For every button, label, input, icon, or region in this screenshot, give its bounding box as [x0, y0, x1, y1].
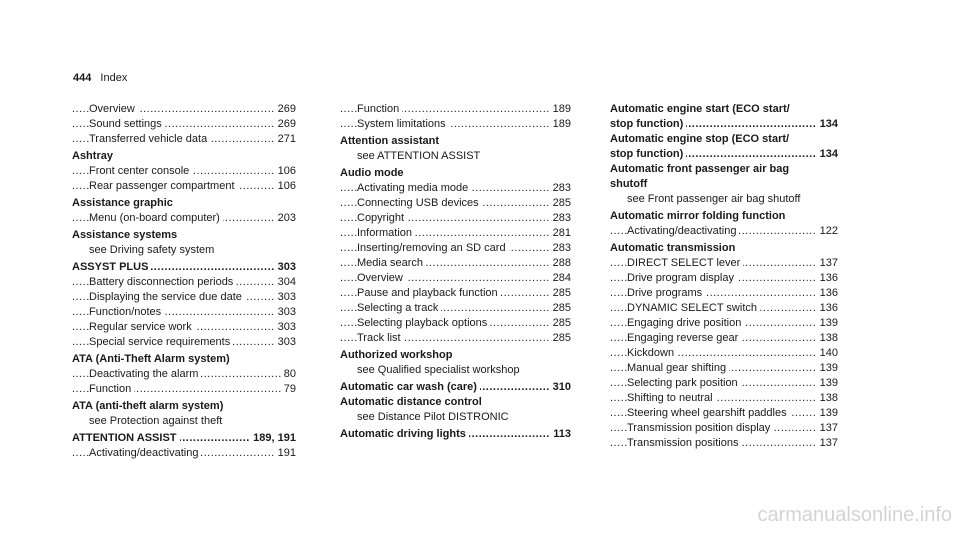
entry-label: Track list [357, 332, 404, 344]
page-reference[interactable]: 269 [275, 117, 296, 132]
index-heading [72, 228, 296, 243]
page-reference[interactable]: 284 [550, 271, 571, 286]
page-reference[interactable]: 285 [550, 286, 571, 301]
page-reference[interactable]: 137 [817, 436, 838, 451]
entry-label: System limitations [357, 118, 449, 130]
entry-label: see Distance Pilot DISTRONIC [357, 411, 512, 423]
page-reference[interactable]: 269 [275, 102, 296, 117]
entry-label: ASSYST PLUS [72, 261, 151, 273]
page-reference[interactable]: 79 [281, 382, 296, 397]
index-column-3 [610, 102, 838, 451]
entry-label: Automatic driving lights [340, 428, 469, 440]
index-subentry[interactable] [610, 286, 838, 301]
page-reference[interactable]: 136 [817, 271, 838, 286]
index-subentry[interactable] [340, 331, 571, 346]
entry-label: Engaging drive position [627, 317, 744, 329]
index-subentry [72, 243, 296, 258]
page-reference[interactable]: 303 [275, 335, 296, 350]
entry-label: Manual gear shifting [627, 362, 729, 374]
entry-label: Function [357, 103, 402, 115]
entry-label: Activating/deactivating [627, 225, 739, 237]
page-reference[interactable]: 283 [550, 181, 571, 196]
page-reference[interactable]: 106 [275, 164, 296, 179]
entry-label: Special service requirements [89, 336, 233, 348]
entry-label: Audio mode [340, 167, 407, 179]
page-header [73, 72, 127, 84]
index-heading [340, 348, 571, 363]
entry-label: Regular service work [89, 321, 195, 333]
index-heading [610, 102, 838, 117]
index-subentry[interactable] [610, 376, 838, 391]
page-reference[interactable]: 285 [550, 316, 571, 331]
page-reference[interactable]: 283 [550, 211, 571, 226]
index-heading[interactable] [72, 431, 296, 446]
entry-label: stop function) [610, 118, 686, 130]
page-reference[interactable]: 113 [550, 427, 571, 442]
index-subentry[interactable] [340, 316, 571, 331]
index-subentry[interactable] [72, 211, 296, 226]
entry-label: Inserting/removing an SD card [357, 242, 509, 254]
index-subentry[interactable] [72, 367, 296, 382]
index-subentry[interactable] [610, 421, 838, 436]
page-reference[interactable]: 303 [275, 260, 296, 275]
index-subentry[interactable] [72, 117, 296, 132]
index-subentry[interactable] [72, 382, 296, 397]
entry-label: Selecting playback options [357, 317, 490, 329]
entry-label: Automatic distance control [340, 396, 485, 408]
index-subentry[interactable] [340, 226, 571, 241]
index-subentry[interactable] [610, 316, 838, 331]
entry-label: Shifting to neutral [627, 392, 716, 404]
entry-label: Automatic car wash (care) [340, 381, 480, 393]
index-subentry [610, 192, 838, 207]
entry-label: shutoff [610, 178, 650, 190]
index-subentry[interactable] [340, 102, 571, 117]
entry-label: Function/notes [89, 306, 164, 318]
page-reference[interactable]: 203 [275, 211, 296, 226]
page-reference[interactable]: 303 [275, 320, 296, 335]
page-reference[interactable]: 285 [550, 196, 571, 211]
page-reference[interactable]: 139 [817, 316, 838, 331]
index-subentry[interactable] [72, 290, 296, 305]
page-reference[interactable]: 303 [275, 305, 296, 320]
page-reference[interactable]: 139 [817, 361, 838, 376]
entry-label: Connecting USB devices [357, 197, 482, 209]
page-reference[interactable]: 140 [817, 346, 838, 361]
page-reference[interactable]: 136 [817, 286, 838, 301]
entry-label: Copyright [357, 212, 407, 224]
entry-label: Pause and playback function [357, 287, 501, 299]
index-subentry[interactable] [610, 224, 838, 239]
index-heading[interactable] [340, 427, 571, 442]
index-subentry[interactable] [610, 301, 838, 316]
index-subentry[interactable] [72, 164, 296, 179]
index-subentry[interactable] [340, 286, 571, 301]
entry-label: Automatic transmission [610, 242, 738, 254]
page-reference[interactable]: 271 [275, 132, 296, 147]
entry-label: see Front passenger air bag shutoff [627, 193, 803, 205]
index-heading [610, 209, 838, 224]
index-subentry [340, 363, 571, 378]
entry-label: Engaging reverse gear [627, 332, 741, 344]
index-subentry[interactable] [72, 446, 296, 461]
page-reference[interactable]: 137 [817, 421, 838, 436]
index-column-2 [340, 102, 571, 442]
index-subentry [340, 410, 571, 425]
page-reference[interactable]: 303 [275, 290, 296, 305]
index-heading[interactable] [610, 147, 838, 162]
index-heading [610, 132, 838, 147]
entry-label: Authorized workshop [340, 349, 455, 361]
index-subentry[interactable] [610, 391, 838, 406]
entry-label: Assistance graphic [72, 197, 176, 209]
index-heading [340, 134, 571, 149]
index-subentry[interactable] [72, 132, 296, 147]
page-reference[interactable]: 310 [550, 380, 571, 395]
index-subentry[interactable] [340, 117, 571, 132]
index-subentry[interactable] [340, 241, 571, 256]
entry-label: ATTENTION ASSIST [72, 432, 180, 444]
entry-label: Selecting park position [627, 377, 741, 389]
index-heading [72, 352, 296, 367]
entry-label: Attention assistant [340, 135, 442, 147]
index-heading [610, 241, 838, 256]
index-heading [340, 395, 571, 410]
page-reference[interactable]: 281 [550, 226, 571, 241]
entry-label: Sound settings [89, 118, 165, 130]
entry-label: Function [89, 383, 134, 395]
index-subentry[interactable] [340, 301, 571, 316]
index-subentry[interactable] [340, 211, 571, 226]
entry-label: Assistance systems [72, 229, 180, 241]
entry-label: Rear passenger compartment [89, 180, 238, 192]
index-heading[interactable] [340, 380, 571, 395]
page-reference[interactable]: 139 [817, 376, 838, 391]
index-subentry[interactable] [610, 346, 838, 361]
page-reference[interactable]: 189, 191 [250, 431, 296, 446]
page-reference[interactable]: 283 [550, 241, 571, 256]
index-heading [72, 196, 296, 211]
index-subentry[interactable] [72, 179, 296, 194]
entry-label: Media search [357, 257, 426, 269]
page-reference[interactable]: 136 [817, 301, 838, 316]
entry-label: Front center console [89, 165, 192, 177]
index-heading[interactable] [610, 117, 838, 132]
index-heading [610, 162, 838, 177]
entry-label: Kickdown [627, 347, 677, 359]
entry-label: see Qualified specialist workshop [357, 364, 523, 376]
page-reference[interactable]: 122 [817, 224, 838, 239]
index-subentry [340, 149, 571, 164]
entry-label: Deactivating the alarm [89, 368, 201, 380]
index-subentry [72, 414, 296, 429]
index-subentry[interactable] [340, 271, 571, 286]
entry-label: Activating/deactivating [89, 447, 201, 459]
entry-label: see Driving safety system [89, 244, 217, 256]
entry-label: Menu (on-board computer) [89, 212, 223, 224]
entry-label: ATA (anti-theft alarm system) [72, 400, 226, 412]
page-reference[interactable]: 106 [275, 179, 296, 194]
index-subentry[interactable] [610, 271, 838, 286]
index-subentry[interactable] [340, 181, 571, 196]
page-number: 444 [73, 72, 92, 84]
entry-label: Activating media mode [357, 182, 471, 194]
entry-label: Automatic engine start (ECO start/ [610, 103, 793, 115]
entry-label: Automatic engine stop (ECO start/ [610, 133, 792, 145]
page-reference[interactable]: 304 [275, 275, 296, 290]
index-subentry[interactable] [340, 256, 571, 271]
index-subentry[interactable] [72, 305, 296, 320]
entry-label: Displaying the service due date [89, 291, 245, 303]
index-subentry[interactable] [72, 275, 296, 290]
entry-label: Information [357, 227, 415, 239]
page-reference[interactable]: 80 [281, 367, 296, 382]
index-subentry[interactable] [340, 196, 571, 211]
watermark: carmanualsonline.info [757, 504, 952, 526]
entry-label: Transmission position display [627, 422, 773, 434]
index-heading[interactable] [72, 260, 296, 275]
page-reference[interactable]: 138 [817, 331, 838, 346]
index-heading [610, 177, 838, 192]
entry-label: Ashtray [72, 150, 116, 162]
page-reference[interactable]: 134 [817, 117, 838, 132]
entry-label: Automatic mirror folding function [610, 210, 788, 222]
page-reference[interactable]: 285 [550, 331, 571, 346]
index-heading [72, 149, 296, 164]
page-reference[interactable]: 189 [550, 117, 571, 132]
index-subentry[interactable] [72, 102, 296, 117]
entry-label: Steering wheel gearshift paddles [627, 407, 790, 419]
entry-label: Transmission positions [627, 437, 741, 449]
entry-label: Battery disconnection periods [89, 276, 236, 288]
entry-label: DIRECT SELECT lever [627, 257, 743, 269]
index-subentry[interactable] [610, 406, 838, 421]
entry-label: Selecting a track [357, 302, 441, 314]
entry-label: see ATTENTION ASSIST [357, 150, 483, 162]
page-reference[interactable]: 134 [817, 147, 838, 162]
page-reference[interactable]: 189 [550, 102, 571, 117]
entry-label: Transferred vehicle data [89, 133, 210, 145]
entry-label: Drive programs [627, 287, 705, 299]
page-reference[interactable]: 137 [817, 256, 838, 271]
entry-label: Overview [89, 103, 138, 115]
index-heading [340, 166, 571, 181]
page-reference[interactable]: 139 [817, 406, 838, 421]
entry-label: DYNAMIC SELECT switch [627, 302, 760, 314]
index-column-1 [72, 102, 296, 461]
entry-label: Drive program display [627, 272, 737, 284]
page-reference[interactable]: 285 [550, 301, 571, 316]
entry-label: ATA (Anti-Theft Alarm system) [72, 353, 233, 365]
index-subentry[interactable] [610, 361, 838, 376]
index-subentry[interactable] [610, 331, 838, 346]
index-heading [72, 399, 296, 414]
entry-label: see Protection against theft [89, 415, 225, 427]
entry-label: Automatic front passenger air bag [610, 163, 792, 175]
index-subentry[interactable] [610, 256, 838, 271]
entry-label: stop function) [610, 148, 686, 160]
index-subentry[interactable] [610, 436, 838, 451]
page-reference[interactable]: 191 [275, 446, 296, 461]
page-reference[interactable]: 138 [817, 391, 838, 406]
entry-label: Overview [357, 272, 406, 284]
index-subentry[interactable] [72, 320, 296, 335]
page-reference[interactable]: 288 [550, 256, 571, 271]
page-title: Index [100, 72, 128, 84]
index-subentry[interactable] [72, 335, 296, 350]
